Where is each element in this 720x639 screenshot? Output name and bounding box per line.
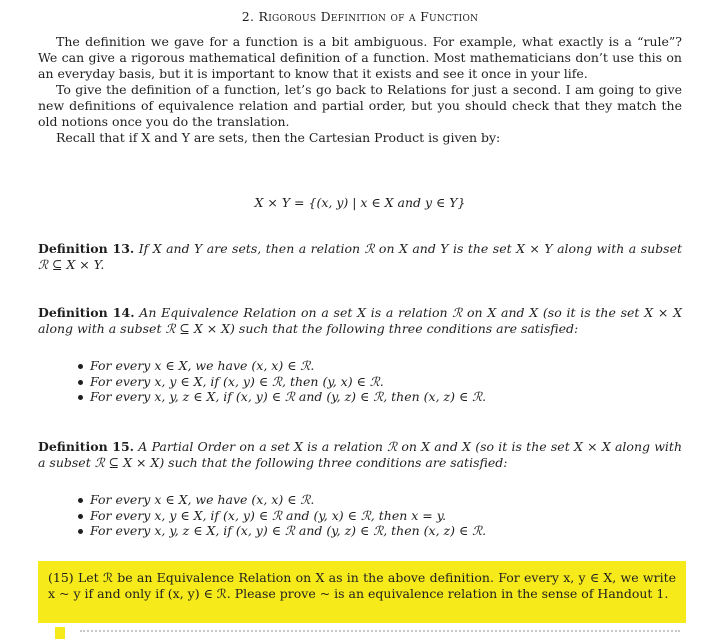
definition-15-text: A Partial Order on a set X is a relation ℛ on X and X (so it is the set X × X along with a subset ℛ ⊆ X × X) such that the following three conditions are satisfied: — [38, 439, 683, 470]
definition-15-heading: Definition 15. — [38, 439, 135, 454]
list-item: For every x, y ∈ X, if (x, y) ∈ ℛ and (y, x) ∈ ℛ, then x = y. — [78, 508, 678, 524]
list-item: For every x ∈ X, we have (x, x) ∈ ℛ. — [78, 492, 678, 508]
list-item: For every x, y, z ∈ X, if (x, y) ∈ ℛ and (y, z) ∈ ℛ, then (x, z) ∈ ℛ. — [78, 523, 678, 539]
list-item: For every x ∈ X, we have (x, x) ∈ ℛ. — [78, 358, 678, 374]
definition-13-heading: Definition 13. — [38, 241, 135, 256]
definition-15-conditions — [78, 492, 678, 539]
exercise-15: (15) Let ℛ be an Equivalence Relation on X as in the above definition. For every x, y ∈ X, we write x ~ y if and only if (x, y) ∈ ℛ. Please prove ~ is an equivalence relation in the sense of Handout 1. — [48, 570, 676, 601]
definition-14-text: An Equivalence Relation on a set X is a relation ℛ on X and X (so it is the set X × X along with a subset ℛ ⊆ X × X) such that the following three conditions are satisfied: — [38, 305, 682, 336]
list-item: For every x, y ∈ X, if (x, y) ∈ ℛ, then (y, x) ∈ ℛ. — [78, 374, 678, 390]
definition-14 — [38, 305, 682, 337]
cut-off-text-line — [80, 630, 680, 632]
relations-paragraph: To give the definition of a function, let’s go back to Relations for just a second. I am going to give new definitions of equivalence relation and partial order, but you should check that they match the old notions once you do the translation. — [38, 82, 682, 129]
list-item: For every x, y, z ∈ X, if (x, y) ∈ ℛ and (y, z) ∈ ℛ, then (x, z) ∈ ℛ. — [78, 389, 678, 405]
definition-14-heading: Definition 14. — [38, 305, 135, 320]
cartesian-paragraph: Recall that if X and Y are sets, then the Cartesian Product is given by: — [56, 130, 501, 145]
definition-15 — [38, 439, 682, 471]
definition-13 — [38, 241, 682, 273]
definition-14-conditions — [78, 358, 678, 405]
definition-13-text: If X and Y are sets, then a relation ℛ on X and Y is the set X × Y along with a subset ℛ ⊆ X × Y. — [38, 241, 682, 272]
intro-paragraph: The definition we gave for a function is a bit ambiguous. For example, what exactly is a “rule”? We can give a rigorous mathematical definition of a function. Most mathematicians don’t use this on an everyday basis, but it is important to know that it exists and see it once in your life. — [38, 34, 682, 81]
cartesian-product-formula: X × Y = {(x, y) | x ∈ X and y ∈ Y} — [254, 195, 466, 210]
highlight-mark — [55, 627, 65, 639]
section-title: 2. Rigorous Definition of a Function — [241, 9, 479, 24]
